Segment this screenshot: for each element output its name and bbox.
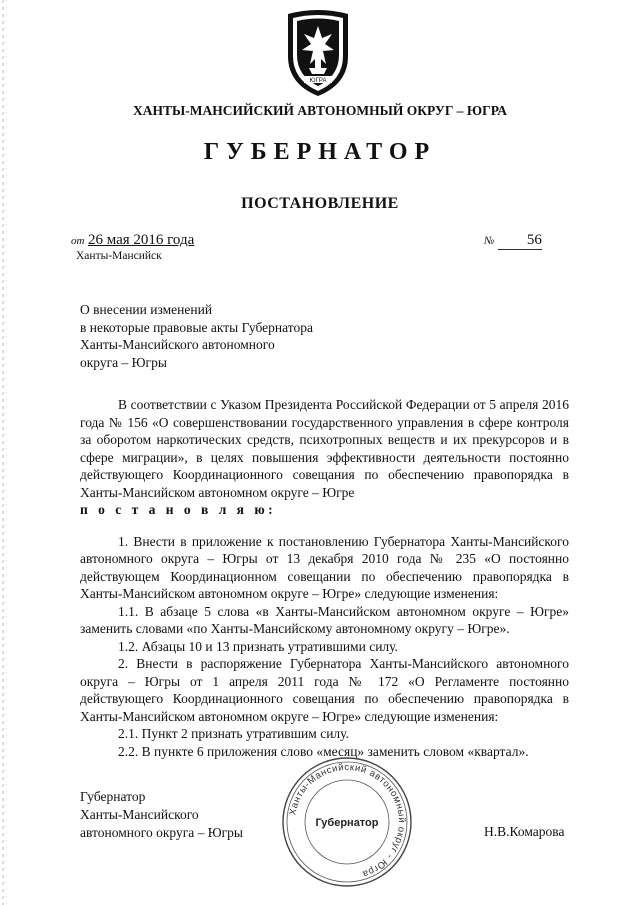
item-paragraph: 1.1. В абзаце 5 слова «в Ханты-Мансийском автономном округе – Югре» заменить словами «по Ханты-Мансийскому автономному округу – Югре».: [80, 603, 569, 636]
signatory-position: [80, 788, 243, 842]
subject-line: в некоторые правовые акты Губернатора: [80, 319, 313, 335]
stamp-center-text: Губернатор: [315, 817, 379, 829]
document-subject: [80, 301, 313, 371]
signatory-position-line: Губернатор: [80, 789, 146, 804]
subject-line: округа – Югры: [80, 354, 167, 370]
item-paragraph: 2. Внести в распоряжение Губернатора Ханты-Мансийского автономного округа – Югры от 1 апреля 2011 года № 172 «О Регламенте постоянно действующего Координационного совещания по обеспечению правопорядка в Ханты-Мансийском автономном округе – Югре» следующие изменения:: [80, 656, 569, 724]
date-prefix: от: [71, 235, 85, 247]
document-date: [71, 232, 194, 249]
official-stamp: [278, 753, 416, 891]
number-value: 56: [498, 232, 542, 250]
document-number: [484, 232, 542, 250]
signatory-position-line: Ханты-Мансийского: [80, 807, 199, 822]
emblem-label: ЮГРА: [309, 78, 327, 84]
date-value: 26 мая 2016 года: [87, 232, 195, 248]
coat-of-arms-emblem: [278, 8, 358, 100]
item-paragraph: 2.2. В пункте 6 приложения слово «месяц» заменить словом «квартал».: [118, 743, 529, 759]
preamble-paragraph: В соответствии с Указом Президента Российской Федерации от 5 апреля 2016 года № 156 «О совершенствовании государственного управления в сфере контроля за оборотом наркотических средств, психотропных веществ и их прекурсоров и в сфере миграции», в целях повышения эффективности деятельности постоянно действующего Координационного совещания по обеспечению правопорядка в Ханты-Мансийском автономном округе – Югре: [80, 397, 569, 500]
signatory-name: Н.В.Комарова: [484, 824, 565, 839]
subject-line: Ханты-Мансийского автономного: [80, 337, 275, 352]
stamp-ring-text: Ханты-Мансийский автономный округ - Югра: [287, 761, 408, 880]
number-sign: №: [484, 235, 495, 247]
region-name: ХАНТЫ-МАНСИЙСКИЙ АВТОНОМНЫЙ ОКРУГ – ЮГРА: [133, 103, 507, 118]
document-authority-title: ГУБЕРНАТОР: [203, 139, 437, 165]
document-type: ПОСТАНОВЛЕНИЕ: [241, 195, 399, 212]
scan-edge: [0, 0, 12, 905]
item-paragraph: 1.2. Абзацы 10 и 13 признать утратившими силу.: [118, 638, 398, 654]
document-place: Ханты-Мансийск: [76, 250, 162, 262]
signatory-position-line: автономного округа – Югры: [80, 825, 243, 840]
resolve-word: п о с т а н о в л я ю:: [80, 502, 277, 517]
document-body: [80, 396, 569, 760]
subject-line: О внесении изменений: [80, 302, 213, 317]
item-paragraph: 1. Внести в приложение к постановлению Губернатора Ханты-Мансийского автономного округа – Югры от 13 декабря 2010 года № 235 «О постоянно действующем Координационном совещании по обеспечению правопорядка в Ханты-Мансийском автономном округе – Югре» следующие изменения:: [80, 533, 569, 601]
item-paragraph: 2.1. Пункт 2 признать утратившим силу.: [118, 726, 349, 741]
